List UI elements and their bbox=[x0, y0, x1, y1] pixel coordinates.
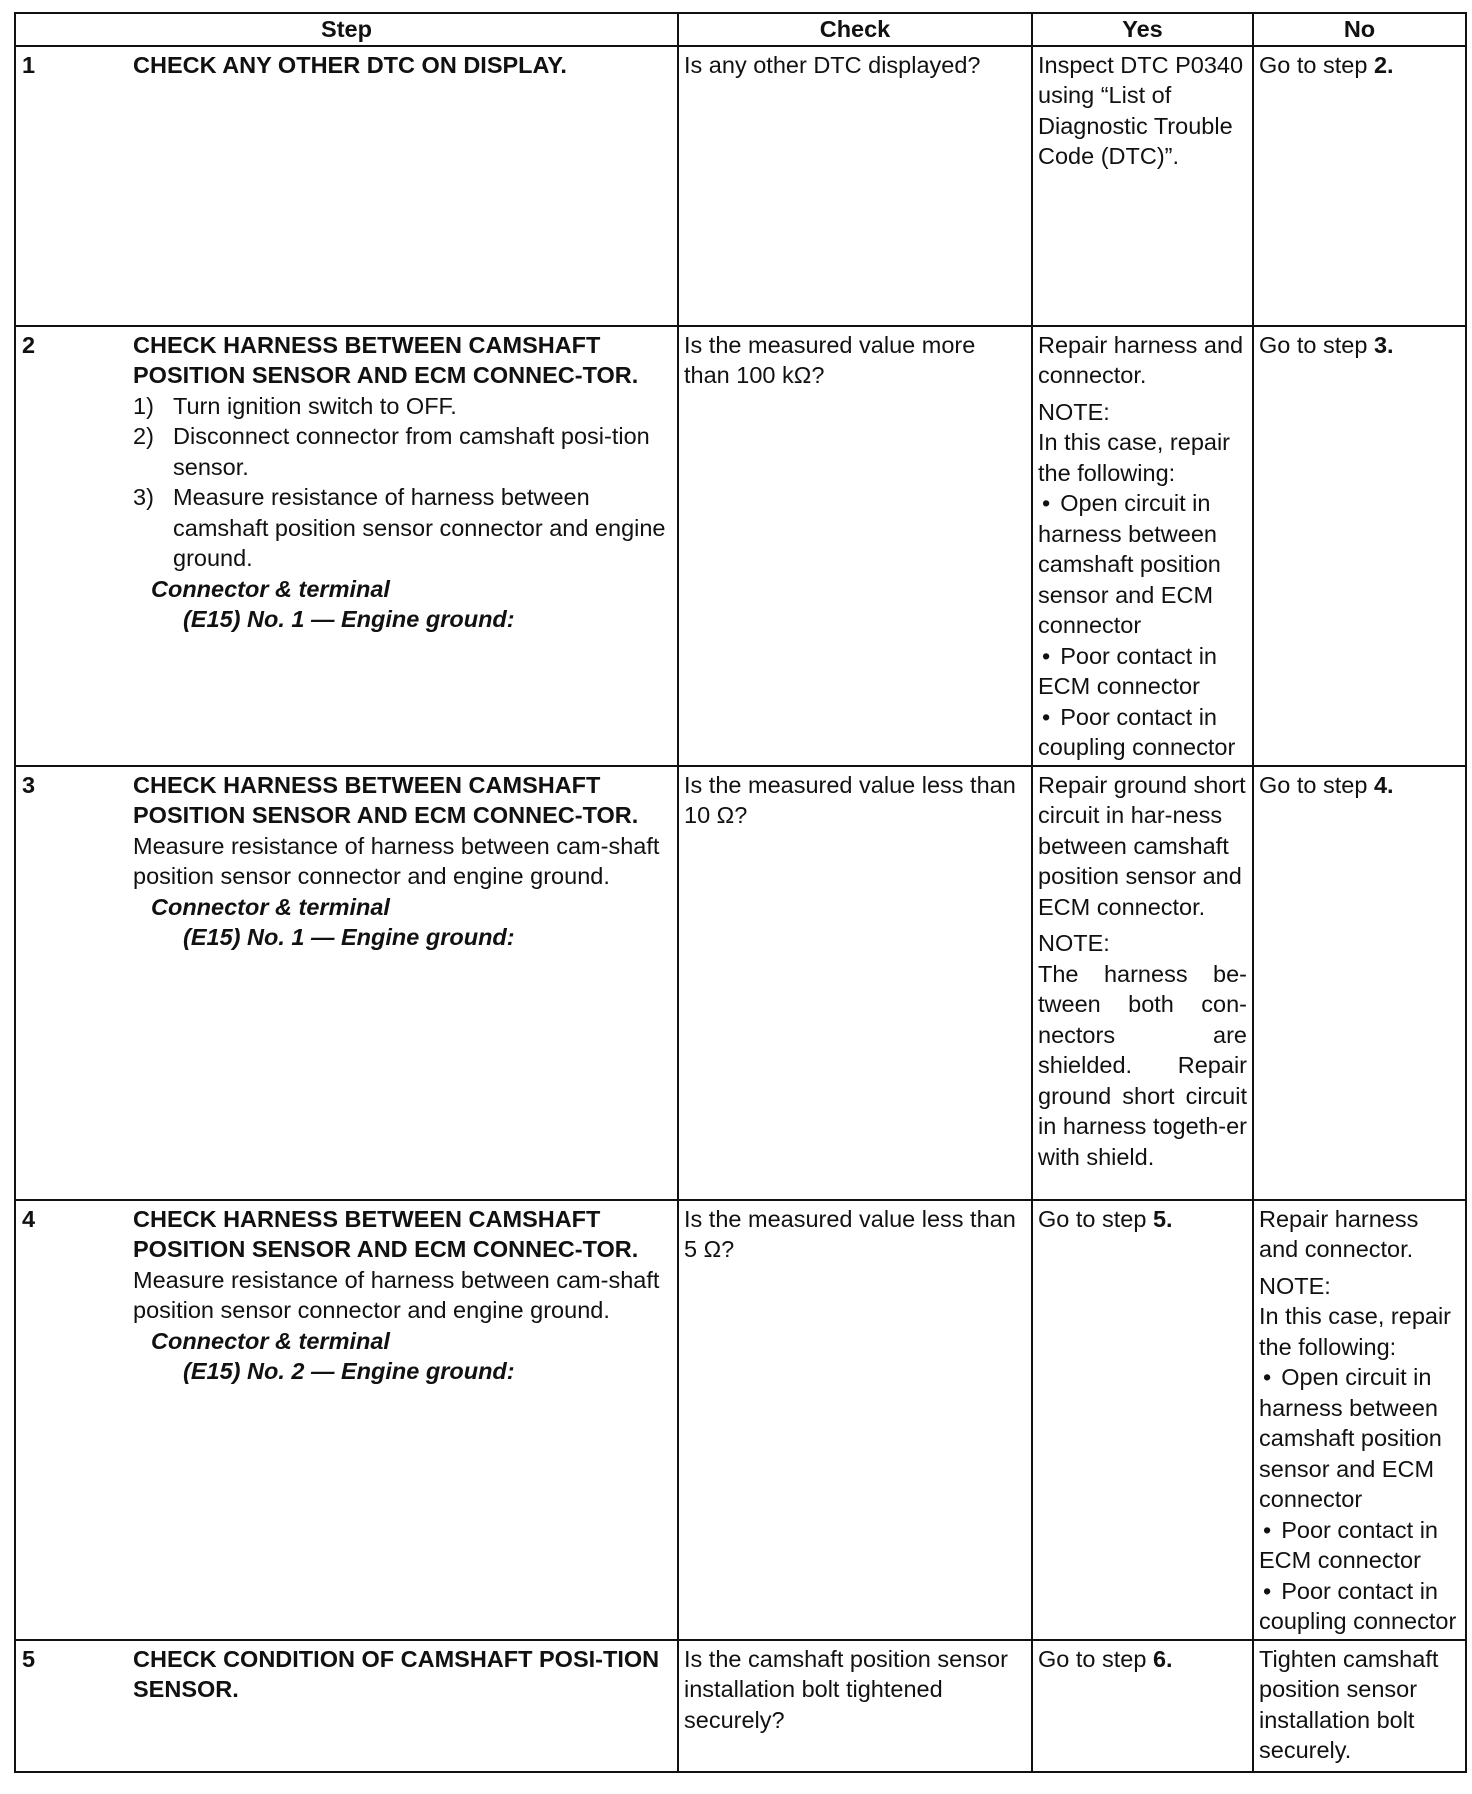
connector-label: Connector & terminal bbox=[151, 575, 390, 602]
step-title: CHECK ANY OTHER DTC ON DISPLAY. bbox=[133, 51, 567, 78]
table-row bbox=[15, 1640, 1466, 1772]
list-item: • Poor contact in coupling connector bbox=[1038, 703, 1236, 760]
check-question: Is the measured value less than 5 Ω? bbox=[684, 1205, 1016, 1262]
list-item: • Poor contact in coupling connector bbox=[1259, 1577, 1457, 1634]
header-step: Step bbox=[15, 13, 678, 46]
yes-cell bbox=[1032, 1200, 1253, 1640]
step-number: 4 bbox=[15, 1200, 129, 1640]
bullet-list bbox=[1038, 488, 1247, 763]
yes-step-link: 5. bbox=[1152, 1205, 1173, 1232]
step-number: 5 bbox=[15, 1640, 129, 1772]
no-cell bbox=[1253, 1640, 1466, 1772]
step-title: CHECK HARNESS BETWEEN CAMSHAFT POSITION SENSOR AND ECM CONNEC-TOR. bbox=[133, 331, 639, 388]
no-cell bbox=[1253, 1200, 1466, 1640]
procedure-number: 3) bbox=[133, 484, 154, 510]
step-description: Measure resistance of harness between cam-shaft position sensor connector and engine ground. bbox=[133, 832, 660, 889]
step-description: Measure resistance of harness between cam-shaft position sensor connector and engine ground. bbox=[133, 1266, 660, 1323]
check-cell bbox=[678, 1200, 1032, 1640]
procedure-item bbox=[133, 391, 672, 422]
table-row bbox=[15, 766, 1466, 1200]
bullet-text: Open circuit in harness between camshaft position sensor and ECM connector bbox=[1038, 490, 1221, 638]
check-question: Is the measured value more than 100 kΩ? bbox=[684, 331, 976, 388]
procedure-list bbox=[133, 391, 672, 574]
procedure-text: Disconnect connector from camshaft posi-tion sensor. bbox=[173, 423, 650, 480]
step-cell bbox=[129, 326, 678, 766]
note-text: In this case, repair the following: bbox=[1038, 429, 1231, 486]
no-step-link: 2. bbox=[1373, 51, 1394, 78]
connector-detail: (E15) No. 2 — Engine ground: bbox=[183, 1358, 515, 1384]
bullet-text: Poor contact in coupling connector bbox=[1259, 1577, 1457, 1634]
note-label: NOTE: bbox=[1038, 930, 1110, 956]
header-yes: Yes bbox=[1032, 13, 1253, 46]
list-item: • Open circuit in harness between camshaft position sensor and ECM connector bbox=[1038, 490, 1221, 638]
diagnostic-table bbox=[14, 12, 1467, 1773]
bullet-text: Poor contact in ECM connector bbox=[1038, 642, 1217, 699]
bullet-text: Poor contact in ECM connector bbox=[1259, 1516, 1438, 1573]
note-label: NOTE: bbox=[1038, 398, 1110, 425]
procedure-item bbox=[133, 421, 672, 482]
step-number: 2 bbox=[15, 326, 129, 766]
yes-cell bbox=[1032, 1640, 1253, 1772]
check-cell bbox=[678, 326, 1032, 766]
step-title: CHECK CONDITION OF CAMSHAFT POSI-TION SENSOR. bbox=[133, 1645, 660, 1702]
no-text: Repair harness and connector. bbox=[1259, 1205, 1419, 1262]
check-question: Is any other DTC displayed? bbox=[684, 51, 981, 78]
table-row bbox=[15, 1200, 1466, 1640]
yes-text: Inspect DTC P0340 using “List of Diagnostic Trouble Code (DTC)”. bbox=[1038, 51, 1244, 169]
no-step-link: 4. bbox=[1373, 771, 1394, 798]
list-item: • Poor contact in ECM connector bbox=[1038, 642, 1217, 699]
bullet-text: Open circuit in harness between camshaft position sensor and ECM connector bbox=[1259, 1364, 1442, 1512]
no-prefix: Go to step bbox=[1259, 771, 1374, 798]
connector-detail: (E15) No. 1 — Engine ground: bbox=[183, 606, 515, 632]
connector-label: Connector & terminal bbox=[151, 893, 390, 920]
check-cell bbox=[678, 1640, 1032, 1772]
bullet-text: Poor contact in coupling connector bbox=[1038, 703, 1236, 760]
no-cell bbox=[1253, 766, 1466, 1200]
check-question: Is the measured value less than 10 Ω? bbox=[684, 771, 1016, 828]
yes-step-link: 6. bbox=[1152, 1645, 1173, 1672]
yes-prefix: Go to step bbox=[1038, 1205, 1153, 1232]
list-item: • Poor contact in ECM connector bbox=[1259, 1516, 1438, 1573]
check-cell bbox=[678, 46, 1032, 326]
procedure-number: 1) bbox=[133, 392, 154, 419]
note-text: The harness be-tween both con-nectors are shielded. Repair ground short circuit in harness togeth-er with shield. bbox=[1038, 960, 1248, 1170]
yes-cell bbox=[1032, 326, 1253, 766]
connector-detail: (E15) No. 1 — Engine ground: bbox=[183, 924, 515, 950]
step-cell bbox=[129, 1200, 678, 1640]
step-cell bbox=[129, 1640, 678, 1772]
check-cell bbox=[678, 766, 1032, 1200]
connector-label: Connector & terminal bbox=[151, 1327, 390, 1354]
note-label: NOTE: bbox=[1259, 1272, 1331, 1299]
header-check: Check bbox=[678, 13, 1032, 46]
note-text: In this case, repair the following: bbox=[1259, 1303, 1452, 1360]
yes-cell bbox=[1032, 46, 1253, 326]
no-cell bbox=[1253, 46, 1466, 326]
step-number: 3 bbox=[15, 766, 129, 1200]
procedure-text: Turn ignition switch to OFF. bbox=[173, 392, 457, 419]
step-number: 1 bbox=[15, 46, 129, 326]
header-row bbox=[15, 13, 1466, 46]
no-step-link: 3. bbox=[1373, 331, 1394, 358]
no-prefix: Go to step bbox=[1259, 331, 1374, 358]
yes-prefix: Go to step bbox=[1038, 1645, 1153, 1672]
no-prefix: Go to step bbox=[1259, 51, 1374, 78]
header-no: No bbox=[1253, 13, 1466, 46]
bullet-list bbox=[1259, 1362, 1460, 1637]
step-title: CHECK HARNESS BETWEEN CAMSHAFT POSITION SENSOR AND ECM CONNEC-TOR. bbox=[133, 771, 639, 828]
yes-text: Repair harness and connector. bbox=[1038, 331, 1244, 388]
procedure-item bbox=[133, 482, 672, 574]
step-cell bbox=[129, 766, 678, 1200]
list-item: • Open circuit in harness between camshaft position sensor and ECM connector bbox=[1259, 1364, 1442, 1512]
table-row bbox=[15, 46, 1466, 326]
yes-text: Repair ground short circuit in har-ness between camshaft position sensor and ECM connector. bbox=[1038, 771, 1246, 920]
step-cell bbox=[129, 46, 678, 326]
yes-cell bbox=[1032, 766, 1253, 1200]
procedure-text: Measure resistance of harness between camshaft position sensor connector and engine ground. bbox=[173, 484, 666, 571]
no-text: Tighten camshaft position sensor installation bolt securely. bbox=[1259, 1645, 1439, 1763]
table-row bbox=[15, 326, 1466, 766]
check-question: Is the camshaft position sensor installation bolt tightened securely? bbox=[684, 1645, 1008, 1733]
step-title: CHECK HARNESS BETWEEN CAMSHAFT POSITION SENSOR AND ECM CONNEC-TOR. bbox=[133, 1205, 639, 1262]
no-cell bbox=[1253, 326, 1466, 766]
procedure-number: 2) bbox=[133, 423, 154, 449]
